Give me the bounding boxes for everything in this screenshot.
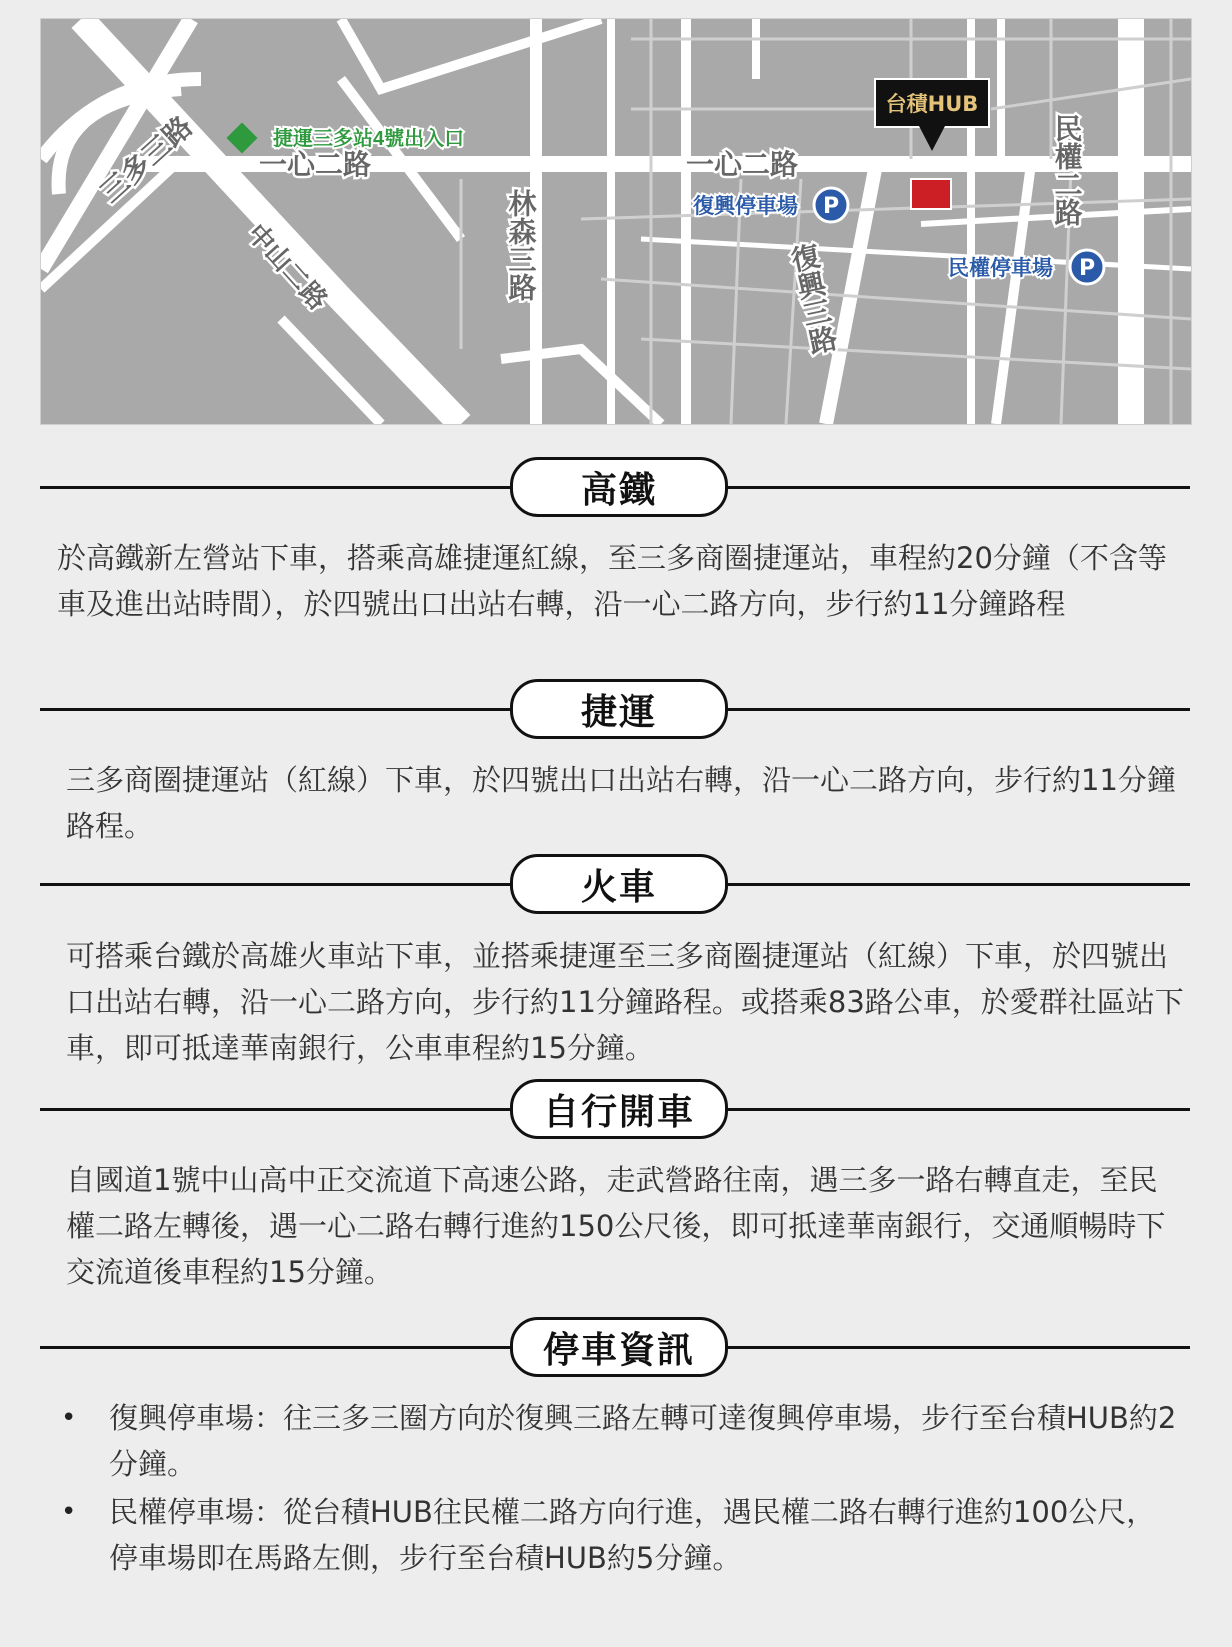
road-label-minquan2: 民權二路 (1050, 114, 1084, 226)
road-label-linsen3: 林森三路 (504, 189, 538, 301)
parking-icon-minquan (1070, 250, 1104, 284)
section-body-drive: 自國道1號中山高中正交流道下高速公路，走武營路往南，遇三多一路右轉直走，至民權二路左轉後，遇一心二路右轉行進約150公尺後，即可抵達華南銀行，交通順暢時下交流道後車程約15分鐘。 (66, 1163, 1166, 1289)
section-body-hsr: 於高鐵新左營站下車，搭乘高雄捷運紅線，至三多商圈捷運站，車程約20分鐘（不含等車及進出站時間），於四號出口出站右轉，沿一心二路方向，步行約11分鐘路程 (57, 541, 1167, 621)
mrt-entrance-icon (226, 122, 257, 153)
location-map (40, 18, 1192, 425)
section-title-mrt: 捷運 (510, 679, 728, 739)
parking-list-text: 民權停車場：從台積HUB往民權二路方向行進，遇民權二路右轉行進約100公尺，停車場即在馬路左側，步行至台積HUB約5分鐘。 (109, 1495, 1156, 1575)
svg-text:P: P (1078, 256, 1096, 281)
bullet-icon: • (61, 1497, 77, 1527)
section-title-train: 火車 (510, 854, 728, 914)
section-header-hsr (40, 457, 1190, 517)
road-label-fuxing3: 復興三路 (784, 240, 841, 357)
section-header-drive (40, 1079, 1190, 1139)
parking-label-fuxing: 復興停車場 (693, 195, 798, 218)
bullet-icon: • (61, 1403, 77, 1433)
parking-list-item-fuxing (57, 1395, 1182, 1487)
road-label-yixin2-right: 一心二路 (686, 148, 799, 181)
map-canvas (41, 19, 1191, 424)
mrt-entrance-label: 捷運三多站4號出入口 (273, 128, 465, 150)
road-label-zhongshan2: 中山二路 (240, 218, 333, 316)
section-title-hsr: 高鐵 (510, 457, 728, 517)
parking-label-minquan: 民權停車場 (948, 257, 1053, 280)
hub-location-marker (911, 179, 951, 209)
road-label-yixin2-left: 一心二路 (259, 148, 372, 181)
section-body-mrt: 三多商圈捷運站（紅線）下車，於四號出口出站右轉，沿一心二路方向，步行約11分鐘路程。 (66, 763, 1176, 843)
section-title-drive: 自行開車 (510, 1079, 728, 1139)
section-header-parking (40, 1317, 1190, 1377)
section-title-parking: 停車資訊 (510, 1317, 728, 1377)
map-roads (41, 19, 1191, 424)
parking-list-item-minquan (57, 1489, 1182, 1581)
parking-icon-fuxing (814, 188, 848, 222)
section-header-train (40, 854, 1190, 914)
svg-text:P: P (822, 194, 840, 219)
parking-list (57, 1395, 1182, 1583)
road-label-sanduo3: 三多三路 (93, 109, 199, 210)
parking-list-text: 復興停車場：往三多三圈方向於復興三路左轉可達復興停車場，步行至台積HUB約2分鐘。 (109, 1401, 1177, 1481)
section-body-train: 可搭乘台鐵於高雄火車站下車，並搭乘捷運至三多商圈捷運站（紅線）下車，於四號出口出站右轉，沿一心二路方向，步行約11分鐘路程。或搭乘83路公車，於愛群社區站下車，即可抵達華南銀行，公車車程約15分鐘。 (66, 939, 1184, 1065)
hub-title: 台積HUB (885, 92, 979, 116)
section-header-mrt (40, 679, 1190, 739)
